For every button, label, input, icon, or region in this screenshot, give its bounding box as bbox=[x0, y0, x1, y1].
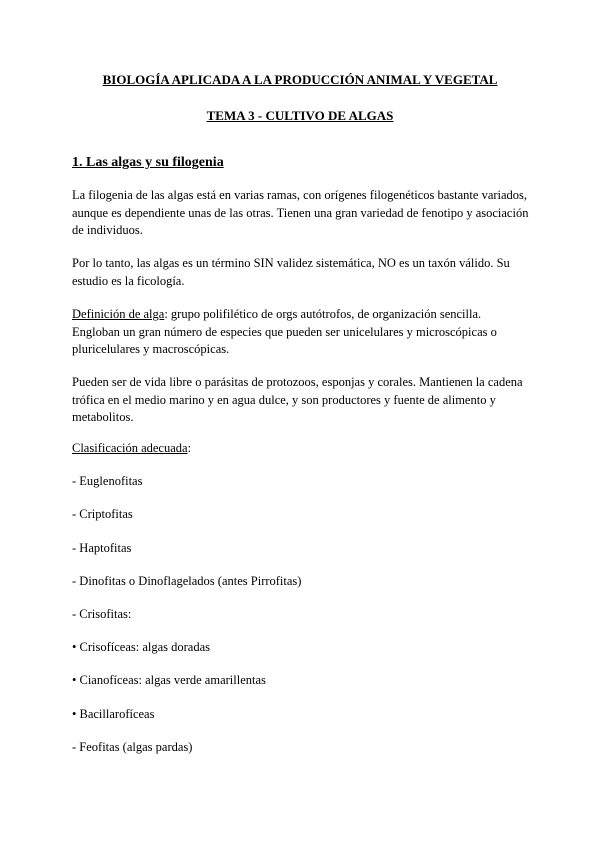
paragraph-definition bbox=[72, 306, 532, 359]
paragraph-phylogeny: La filogenia de las algas está en varias ramas, con orígenes filogenéticos bastante variados, aunque es dependiente unas de las otras. Tienen una gran variedad de fenotipo y asociación de individuos. bbox=[72, 188, 529, 237]
list-item: - Criptofitas bbox=[72, 507, 133, 521]
definition-label: Definición de alga bbox=[72, 307, 165, 321]
section-heading: 1. Las algas y su filogenia bbox=[72, 155, 224, 170]
list-item: • Crisofíceas: algas doradas bbox=[72, 640, 211, 654]
list-item: - Haptofitas bbox=[72, 541, 132, 555]
list-item: - Euglenofitas bbox=[72, 474, 143, 488]
list-item: - Crisofitas: bbox=[72, 607, 132, 621]
definition-text: : grupo polifilético de orgs autótrofos, de organización sencilla. Engloban un gran número de especies que pueden ser unicelulares y microscópicas o pluricelulares y macroscópicas. bbox=[72, 307, 497, 356]
list-item: - Feofitas (algas pardas) bbox=[72, 740, 193, 754]
list-item: - Dinofitas o Dinoflagelados (antes Pirrofitas) bbox=[72, 574, 302, 588]
classification-label-line bbox=[72, 440, 191, 457]
classification-label: Clasificación adecuada bbox=[72, 441, 188, 455]
paragraph-lifestyle: Pueden ser de vida libre o parásitas de protozoos, esponjas y corales. Mantienen la cadena trófica en el medio marino y en agua dulce, y son productores y fuente de alimento y metabolitos. bbox=[72, 375, 523, 424]
course-title: BIOLOGÍA APLICADA A LA PRODUCCIÓN ANIMAL Y VEGETAL bbox=[102, 72, 498, 87]
list-item: • Bacillarofíceas bbox=[72, 707, 155, 721]
topic-title: TEMA 3 - CULTIVO DE ALGAS bbox=[206, 108, 394, 123]
classification-colon: : bbox=[187, 441, 192, 455]
paragraph-taxon: Por lo tanto, las algas es un término SIN validez sistemática, NO es un taxón válido. Su estudio es la ficología. bbox=[72, 256, 510, 288]
list-item: • Cianofíceas: algas verde amarillentas bbox=[72, 673, 266, 687]
